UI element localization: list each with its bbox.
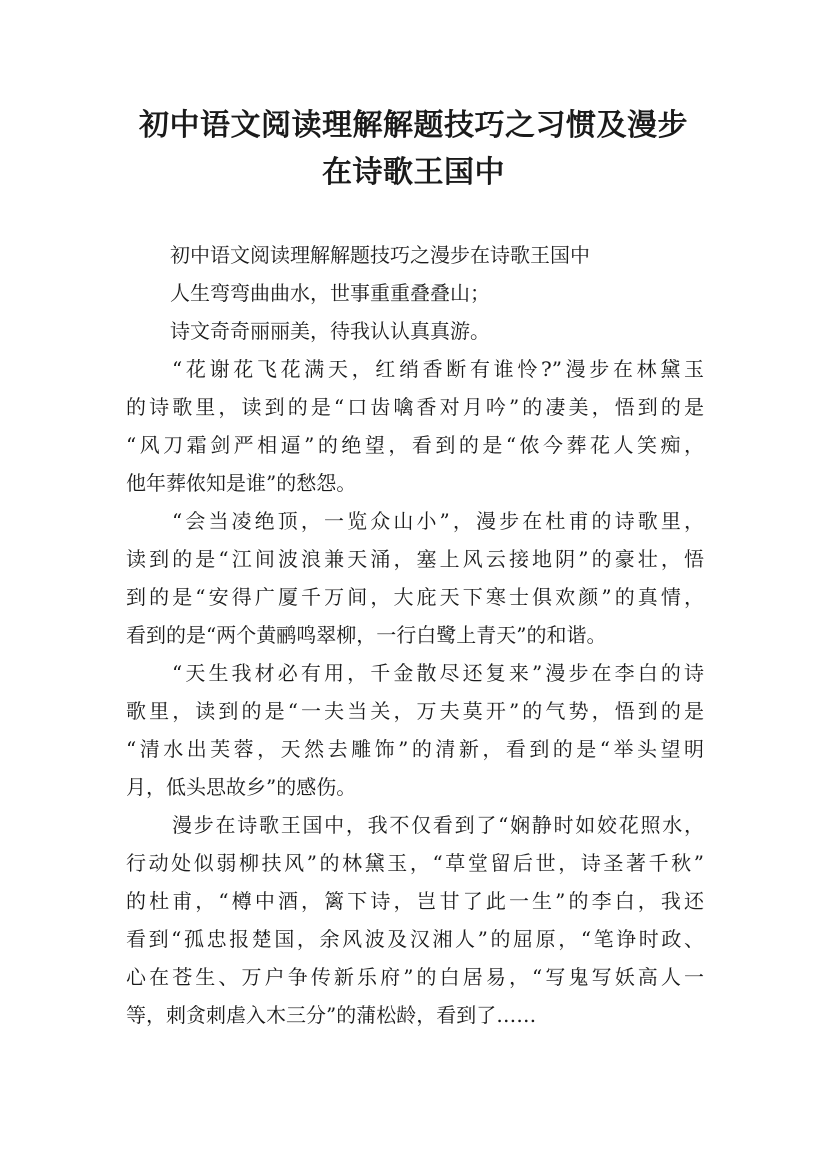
paragraph-4-line-6: 等，刺贪刺虐入木三分”的蒲松龄，看到了……	[126, 1003, 537, 1027]
paragraph-2-line-1: “会当凌绝顶，一览众山小”，漫步在杜甫的诗歌里，	[172, 509, 704, 533]
paragraph-1-line-3: “风刀霜剑严相逼”的绝望，看到的是“侬今葬花人笑痴，	[126, 433, 704, 457]
subtitle-line: 初中语文阅读理解解题技巧之漫步在诗歌王国中	[170, 243, 590, 267]
document-body	[126, 236, 704, 1034]
title-line-2: 在诗歌王国中	[322, 155, 505, 190]
title-line-1: 初中语文阅读理解解题技巧之习惯及漫步	[139, 108, 688, 143]
document-title	[120, 102, 707, 196]
paragraph-2-line-4: 看到的是“两个黄鹂鸣翠柳，一行白鹭上青天”的和谐。	[126, 623, 607, 647]
paragraph-3-line-3: “清水出芙蓉，天然去雕饰”的清新，看到的是“举头望明	[126, 737, 704, 761]
couplet-line-1: 人生弯弯曲曲水，世事重重叠叠山；	[170, 281, 490, 305]
couplet-line-2: 诗文奇奇丽丽美，待我认认真真游。	[170, 319, 490, 343]
paragraph-3-line-1: “天生我材必有用，千金散尽还复来”漫步在李白的诗	[172, 661, 704, 685]
paragraph-2-line-3: 到的是“安得广厦千万间，大庇天下寒士俱欢颜”的真情，	[126, 585, 704, 609]
paragraph-3-line-2: 歌里，读到的是“一夫当关，万夫莫开”的气势，悟到的是	[126, 699, 704, 723]
paragraph-1-line-1: “花谢花飞花满天，红绡香断有谁怜?”漫步在林黛玉	[172, 357, 704, 381]
paragraph-4-line-2: 行动处似弱柳扶风”的林黛玉，“草堂留后世，诗圣著千秋”	[126, 851, 704, 875]
paragraph-4-line-4: 看到“孤忠报楚国，余风波及汉湘人”的屈原，“笔诤时政、	[126, 927, 704, 951]
paragraph-4-line-5: 心在苍生、万户争传新乐府”的白居易，“写鬼写妖高人一	[126, 965, 704, 989]
paragraph-2-line-2: 读到的是“江间波浪兼天涌，塞上风云接地阴”的豪壮，悟	[126, 547, 704, 571]
paragraph-1-line-4: 他年葬侬知是谁”的愁怨。	[126, 471, 357, 495]
paragraph-1-line-2: 的诗歌里，读到的是“口齿噙香对月吟”的凄美，悟到的是	[126, 395, 704, 419]
paragraph-3-line-4: 月，低头思故乡”的感伤。	[126, 775, 357, 799]
paragraph-4-line-1: 漫步在诗歌王国中，我不仅看到了“娴静时如姣花照水，	[172, 813, 704, 837]
paragraph-4-line-3: 的杜甫，“樽中酒，篱下诗，岂甘了此一生”的李白，我还	[126, 889, 704, 913]
